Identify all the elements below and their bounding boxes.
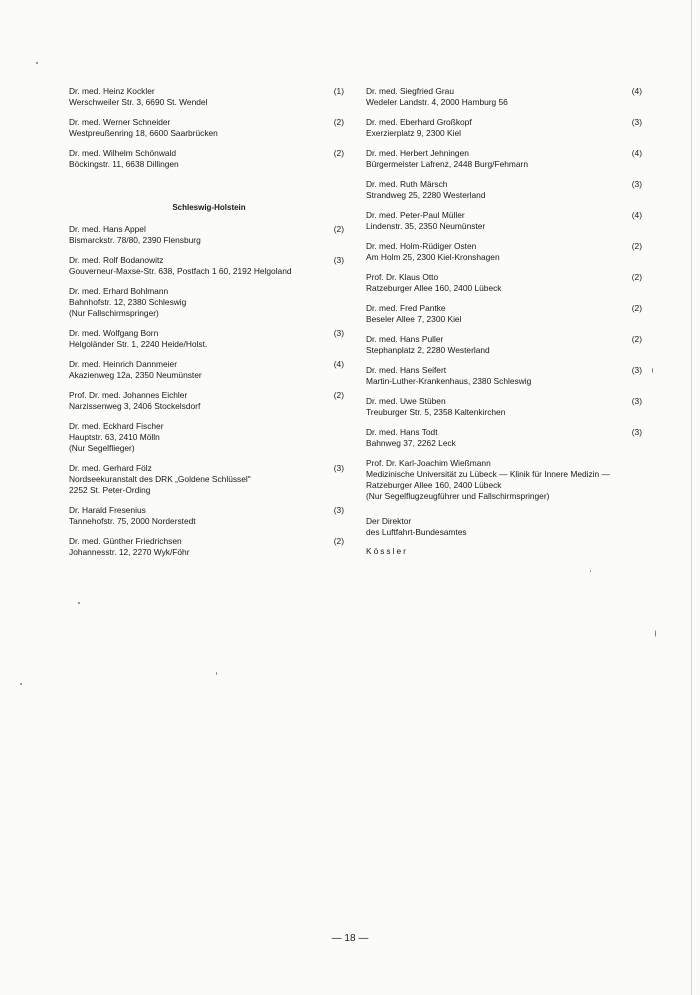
- physician-name: Dr. med. Rolf Bodanowitz: [69, 255, 164, 265]
- category-number: (3): [631, 427, 642, 437]
- page-number: — 18 —: [331, 933, 369, 944]
- list-item: [366, 86, 642, 108]
- physician-name: Dr. med. Hans Appel: [69, 224, 146, 234]
- category-number: (3): [631, 179, 642, 189]
- physician-name: Prof. Dr. Klaus Otto: [366, 272, 439, 282]
- physician-address: Ratzeburger Allee 160, 2400 Lübeck: [366, 283, 502, 293]
- scan-speck: [78, 602, 80, 604]
- list-item: [366, 241, 642, 263]
- category-number: (4): [333, 359, 344, 369]
- physician-address: Böckingstr. 11, 6638 Dillingen: [69, 159, 179, 169]
- physician-name: Dr. med. Hans Puller: [366, 334, 444, 344]
- category-number: (3): [333, 463, 344, 473]
- category-number: (2): [333, 148, 344, 158]
- physician-address: Akazienweg 12a, 2350 Neumünster: [69, 370, 202, 380]
- category-number: (2): [333, 390, 344, 400]
- physician-name: Dr. med. Heinz Kockler: [69, 86, 155, 96]
- physician-name: Dr. med. Hans Todt: [366, 427, 438, 437]
- list-item: [69, 117, 344, 139]
- physician-name: Dr. med. Ruth Märsch: [366, 179, 448, 189]
- physician-address: Westpreußenring 18, 6600 Saarbrücken: [69, 128, 218, 138]
- category-number: (2): [631, 334, 642, 344]
- physician-address: Werschweiler Str. 3, 6690 St. Wendel: [69, 97, 208, 107]
- category-number: (4): [631, 86, 642, 96]
- physician-name: Dr. med. Holm-Rüdiger Osten: [366, 241, 477, 251]
- list-item: [69, 86, 344, 108]
- list-item: [69, 463, 344, 496]
- category-number: (3): [333, 255, 344, 265]
- list-item: [69, 390, 344, 412]
- physician-address: Hauptstr. 63, 2410 Mölln: [69, 432, 160, 442]
- physician-address: Medizinische Universität zu Lübeck — Klinik für Innere Medizin —: [366, 469, 610, 479]
- physician-address: Lindenstr. 35, 2350 Neumünster: [366, 221, 486, 231]
- physician-address: Helgoländer Str. 1, 2240 Heide/Holst.: [69, 339, 208, 349]
- category-number: (3): [333, 505, 344, 515]
- restriction-note: (Nur Segelflieger): [69, 443, 135, 453]
- list-item: [366, 179, 642, 201]
- list-item: [366, 210, 642, 232]
- list-item: [366, 427, 642, 449]
- physician-name: Dr. med. Wolfgang Born: [69, 328, 159, 338]
- list-item: [69, 421, 344, 454]
- list-item: [366, 303, 642, 325]
- list-item: [366, 272, 642, 294]
- list-item: [366, 365, 642, 387]
- physician-name: Dr. med. Peter-Paul Müller: [366, 210, 465, 220]
- physician-name: Dr. med. Eberhard Großkopf: [366, 117, 472, 127]
- physician-name: Prof. Dr. med. Johannes Eichler: [69, 390, 188, 400]
- physician-name: Dr. med. Herbert Jehningen: [366, 148, 469, 158]
- category-number: (2): [631, 272, 642, 282]
- signature-name: Kössler: [366, 546, 408, 556]
- restriction-note: (Nur Fallschirmspringer): [69, 308, 159, 318]
- category-number: (2): [333, 117, 344, 127]
- list-item: [69, 286, 344, 319]
- physician-address: Narzissenweg 3, 2406 Stockelsdorf: [69, 401, 201, 411]
- physician-address-line-2: Ratzeburger Allee 160, 2400 Lübeck: [366, 480, 502, 490]
- list-item: [366, 148, 642, 170]
- scan-edge-line: [691, 0, 692, 995]
- list-item: [69, 359, 344, 381]
- category-number: (3): [631, 117, 642, 127]
- category-number: (2): [333, 224, 344, 234]
- list-item: [69, 148, 344, 170]
- category-number: (2): [631, 241, 642, 251]
- physician-name: Dr. med. Wilhelm Schönwald: [69, 148, 177, 158]
- category-number: (3): [631, 396, 642, 406]
- scan-speck: [655, 630, 656, 637]
- list-item: [69, 536, 344, 558]
- physician-address: Stephanplatz 2, 2280 Westerland: [366, 345, 490, 355]
- section-heading: Schleswig-Holstein: [172, 203, 246, 212]
- physician-name: Dr. med. Erhard Bohlmann: [69, 286, 169, 296]
- list-item: [366, 396, 642, 418]
- scan-speck: [652, 368, 653, 373]
- list-item: [69, 328, 344, 350]
- list-item: [366, 334, 642, 356]
- physician-name: Dr. med. Hans Seifert: [366, 365, 447, 375]
- physician-address: Beseler Allee 7, 2300 Kiel: [366, 314, 462, 324]
- physician-address: Bahnweg 37, 2262 Leck: [366, 438, 456, 448]
- category-number: (1): [333, 86, 344, 96]
- physician-address: Exerzierplatz 9, 2300 Kiel: [366, 128, 461, 138]
- right-column: [366, 86, 642, 557]
- category-number: (4): [631, 148, 642, 158]
- physician-address: Martin-Luther-Krankenhaus, 2380 Schleswig: [366, 376, 532, 386]
- signature-block: [366, 516, 642, 557]
- scan-speck: [20, 683, 22, 685]
- physician-name: Dr. med. Günther Friedrichsen: [69, 536, 182, 546]
- physician-name: Dr. med. Uwe Stüben: [366, 396, 446, 406]
- physician-address: Johannesstr. 12, 2270 Wyk/Föhr: [69, 547, 190, 557]
- physician-address: Nordseekuranstalt des DRK „Goldene Schlüssel": [69, 474, 251, 484]
- physician-address: Gouverneur-Maxse-Str. 638, Postfach 1 60, 2192 Helgoland: [69, 266, 292, 276]
- physician-address: Bismarckstr. 78/80, 2390 Flensburg: [69, 235, 201, 245]
- physician-address: Am Holm 25, 2300 Kiel-Kronshagen: [366, 252, 500, 262]
- physician-name: Dr. med. Siegfried Grau: [366, 86, 454, 96]
- list-item: [69, 255, 344, 277]
- physician-name: Dr. Harald Fresenius: [69, 505, 146, 515]
- physician-address: Strandweg 25, 2280 Westerland: [366, 190, 486, 200]
- physician-name: Dr. med. Fred Pantke: [366, 303, 446, 313]
- physician-address: Tannehofstr. 75, 2000 Norderstedt: [69, 516, 196, 526]
- list-item: [366, 458, 642, 502]
- physician-address: Bürgermeister Lafrenz, 2448 Burg/Fehmarn: [366, 159, 528, 169]
- signature-authority: des Luftfahrt-Bundesamtes: [366, 527, 467, 537]
- physician-name: Dr. med. Gerhard Fölz: [69, 463, 152, 473]
- scan-speck: [36, 62, 38, 64]
- scan-speck: [590, 570, 591, 572]
- physician-name: Prof. Dr. Karl-Joachim Wießmann: [366, 458, 491, 468]
- physician-address: Treuburger Str. 5, 2358 Kaltenkirchen: [366, 407, 506, 417]
- signature-title: Der Direktor: [366, 516, 412, 526]
- list-item: [69, 224, 344, 246]
- left-column: [69, 86, 344, 567]
- category-number: (2): [333, 536, 344, 546]
- physician-address-line-2: 2252 St. Peter-Ording: [69, 485, 151, 495]
- physician-address: Bahnhofstr. 12, 2380 Schleswig: [69, 297, 187, 307]
- category-number: (4): [631, 210, 642, 220]
- scan-speck: [216, 672, 217, 675]
- restriction-note: (Nur Segelflugzeugführer und Fallschirmspringer): [366, 491, 550, 501]
- physician-address: Wedeler Landstr. 4, 2000 Hamburg 56: [366, 97, 508, 107]
- physician-name: Dr. med. Heinrich Dannmeier: [69, 359, 177, 369]
- physician-name: Dr. med. Werner Schneider: [69, 117, 171, 127]
- list-item: [366, 117, 642, 139]
- category-number: (3): [631, 365, 642, 375]
- physician-name: Dr. med. Eckhard Fischer: [69, 421, 164, 431]
- list-item: [69, 505, 344, 527]
- category-number: (3): [333, 328, 344, 338]
- category-number: (2): [631, 303, 642, 313]
